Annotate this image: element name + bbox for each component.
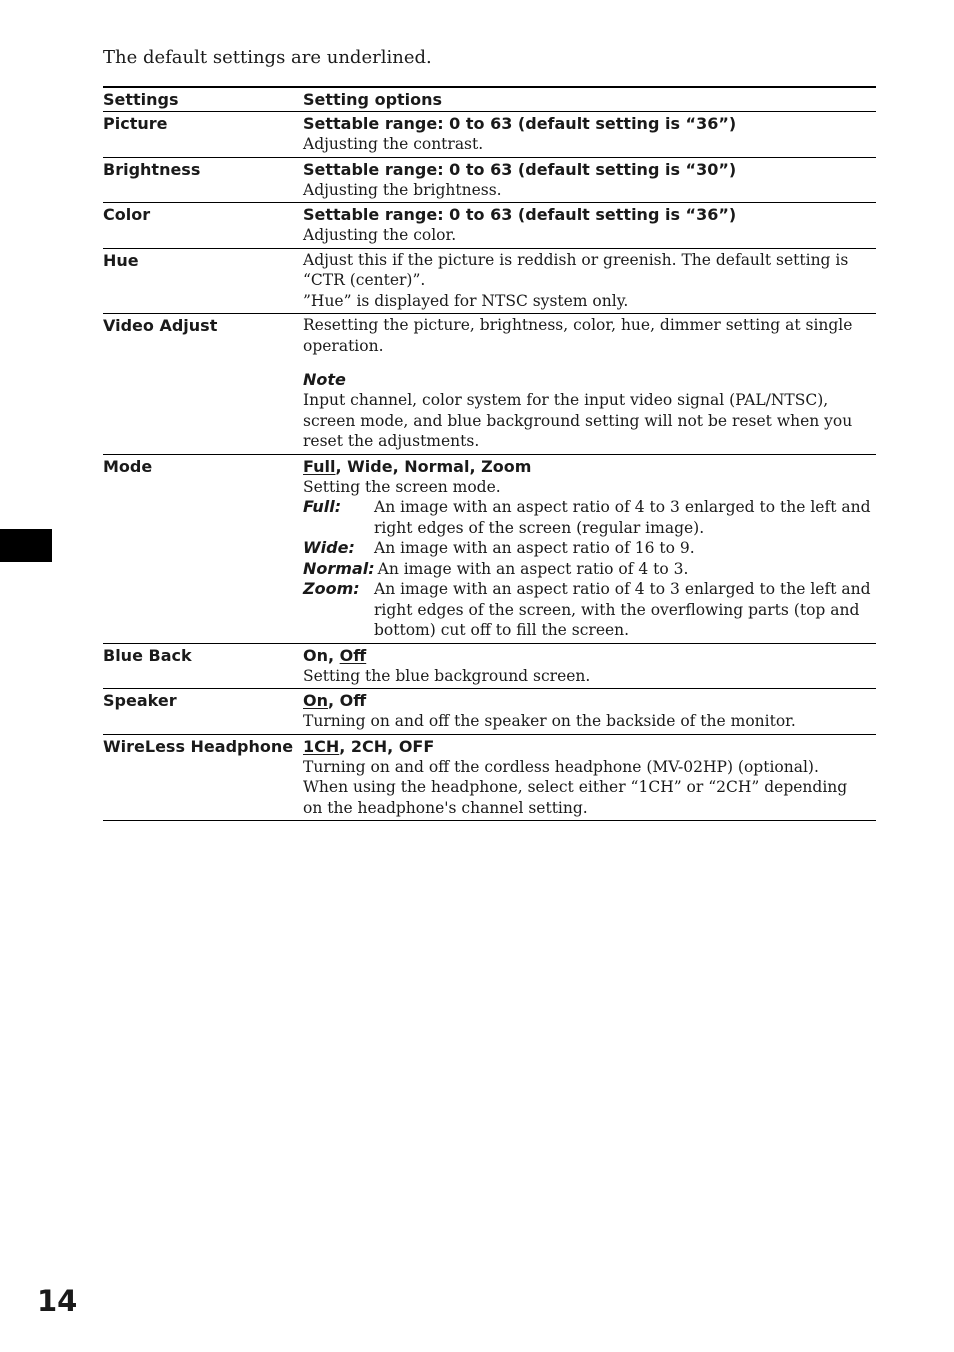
mode-desc-line: right edges of the screen, with the overflowing parts (top and: [374, 600, 860, 619]
setting-label-wireless-headphone: WireLess Headphone: [103, 736, 294, 756]
setting-options-video-adjust: [303, 315, 876, 452]
table-row-mode: [103, 455, 876, 644]
speaker-options: [303, 690, 876, 711]
table-row-picture: [103, 112, 876, 158]
blue-back-options: [303, 645, 876, 666]
setting-label-video-adjust: Video Adjust: [103, 316, 218, 335]
speaker-default-option: On: [303, 691, 328, 710]
setting-options-blue-back: [303, 645, 876, 687]
wireless-line: on the headphone's channel setting.: [303, 798, 588, 817]
page-number: 14: [37, 1284, 78, 1318]
header-settings: Settings: [103, 90, 179, 109]
table-header-row: [103, 88, 876, 112]
setting-options-hue: [303, 250, 876, 312]
mode-description: Setting the screen mode.: [303, 477, 501, 496]
note-line: screen mode, and blue background setting will not be reset when you: [303, 411, 853, 430]
setting-label-mode: Mode: [103, 456, 153, 476]
setting-label-brightness: Brightness: [103, 159, 201, 179]
blue-back-description: Setting the blue background screen.: [303, 666, 591, 685]
table-row-color: [103, 203, 876, 249]
mode-def-full: [303, 497, 876, 538]
table-row-brightness: [103, 158, 876, 204]
mode-other-options: , Wide, Normal, Zoom: [335, 456, 532, 476]
wireless-default-option: 1CH: [303, 736, 340, 756]
mode-desc-line: An image with an aspect ratio of 4 to 3 enlarged to the left and: [374, 580, 871, 598]
mode-desc-line: right edges of the screen (regular image).: [374, 518, 705, 537]
wireless-line: Turning on and off the cordless headphone (MV-02HP) (optional).: [303, 757, 819, 776]
picture-range: Settable range: 0 to 63 (default setting is “36”): [303, 114, 737, 133]
blue-back-other-options: On,: [303, 645, 340, 665]
brightness-description: Adjusting the brightness.: [303, 180, 502, 199]
setting-options-speaker: [303, 690, 876, 732]
table-row-blue-back: [103, 644, 876, 690]
wireless-line: When using the headphone, select either “1CH” or “2CH” depending: [303, 778, 848, 796]
mode-term-normal: Normal:: [303, 558, 375, 578]
blue-back-default-option: Off: [339, 645, 367, 665]
mode-term-full: Full:: [303, 497, 342, 516]
note-heading: Note: [303, 370, 346, 389]
color-description: Adjusting the color.: [303, 226, 457, 244]
mode-desc-zoom: [374, 579, 876, 641]
mode-desc-line: bottom) cut off to fill the screen.: [374, 621, 630, 639]
mode-desc-wide: An image with an aspect ratio of 16 to 9.: [374, 539, 695, 557]
table-row-speaker: [103, 689, 876, 735]
setting-options-mode: [303, 456, 876, 641]
setting-label-picture: Picture: [103, 114, 168, 133]
wireless-options: [303, 736, 876, 757]
mode-term-zoom: Zoom:: [303, 579, 360, 598]
picture-description: Adjusting the contrast.: [303, 135, 484, 153]
table-row-hue: [103, 249, 876, 315]
hue-line: ”Hue” is displayed for NTSC system only.: [303, 291, 629, 310]
mode-desc-normal: An image with an aspect ratio of 4 to 3.: [377, 559, 689, 578]
video-adjust-line: Resetting the picture, brightness, color, hue, dimmer setting at single: [303, 316, 853, 334]
setting-options-brightness: [303, 159, 876, 201]
mode-desc-full: [374, 497, 876, 538]
color-range: Settable range: 0 to 63 (default setting is “36”): [303, 205, 737, 224]
mode-default-option: Full: [303, 456, 336, 476]
brightness-range: Settable range: 0 to 63 (default setting is “30”): [303, 159, 737, 179]
setting-options-wireless-headphone: [303, 736, 876, 819]
setting-label-color: Color: [103, 205, 151, 224]
note-line: Input channel, color system for the input video signal (PAL/NTSC),: [303, 391, 829, 409]
mode-desc-line: An image with an aspect ratio of 4 to 3 enlarged to the left and: [374, 498, 871, 516]
intro-text: The default settings are underlined.: [103, 47, 432, 68]
section-tab-marker: [0, 529, 52, 562]
hue-line: Adjust this if the picture is reddish or greenish. The default setting is: [303, 250, 849, 269]
speaker-other-options: , Off: [328, 691, 367, 710]
mode-def-wide: [303, 538, 876, 559]
table-row-wireless-headphone: [103, 735, 876, 822]
settings-table: [103, 86, 876, 821]
note-line: reset the adjustments.: [303, 432, 480, 450]
mode-def-normal: [303, 559, 876, 580]
table-row-video-adjust: [103, 314, 876, 455]
setting-options-picture: [303, 113, 876, 155]
speaker-description: Turning on and off the speaker on the backside of the monitor.: [303, 712, 796, 730]
mode-def-zoom: [303, 579, 876, 641]
wireless-other-options: , 2CH, OFF: [339, 736, 435, 756]
setting-options-color: [303, 204, 876, 246]
video-adjust-line: operation.: [303, 336, 384, 355]
setting-label-blue-back: Blue Back: [103, 645, 192, 665]
mode-term-wide: Wide:: [303, 538, 355, 557]
hue-line: “CTR (center)”.: [303, 271, 426, 289]
header-setting-options: Setting options: [303, 90, 443, 109]
setting-label-hue: Hue: [103, 250, 139, 270]
mode-options: [303, 456, 876, 477]
setting-label-speaker: Speaker: [103, 691, 177, 710]
